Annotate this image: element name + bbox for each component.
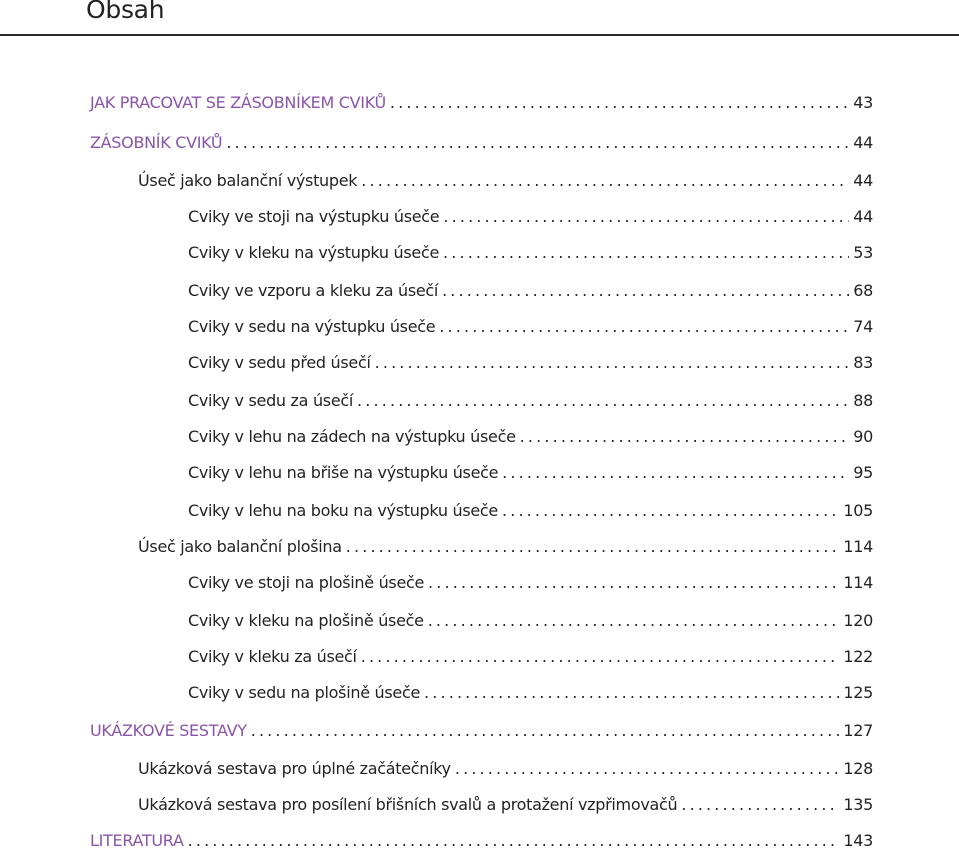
- page-header: [0, 0, 959, 36]
- toc-entry-title: ZÁSOBNÍK CVIKŮ: [90, 133, 223, 152]
- toc-dot-leader: [443, 243, 849, 262]
- toc-entry[interactable]: [188, 501, 873, 527]
- toc-entry[interactable]: [188, 207, 873, 233]
- toc-dot-leader: [226, 133, 849, 152]
- toc-page-number: 44: [853, 133, 873, 152]
- toc-entry-title: Cviky v kleku na výstupku úseče: [188, 243, 439, 262]
- toc-entry[interactable]: [188, 243, 873, 269]
- toc-entry[interactable]: [188, 463, 873, 489]
- toc-entry[interactable]: [138, 537, 873, 563]
- toc-dot-leader: [361, 647, 840, 666]
- toc-dot-leader: [361, 171, 849, 190]
- toc-entry[interactable]: [188, 611, 873, 637]
- toc-entry[interactable]: [188, 573, 873, 599]
- toc-page-number: 90: [853, 427, 873, 446]
- toc-dot-leader: [455, 759, 840, 778]
- toc-entry[interactable]: [138, 759, 873, 785]
- toc-entry[interactable]: [138, 795, 873, 821]
- toc-page-number: 43: [853, 93, 873, 112]
- toc-dot-leader: [443, 207, 849, 226]
- toc-dot-leader: [428, 573, 839, 592]
- toc-page-number: 125: [843, 683, 873, 702]
- toc-entry-title: Cviky v lehu na břiše na výstupku úseče: [188, 463, 499, 482]
- toc-dot-leader: [502, 463, 849, 482]
- toc-page-number: 135: [843, 795, 873, 814]
- toc-entry-title: Ukázková sestava pro úplné začátečníky: [138, 759, 451, 778]
- toc-dot-leader: [390, 93, 849, 112]
- toc-entry-title: Cviky ve stoji na plošině úseče: [188, 573, 425, 592]
- toc-page-number: 127: [843, 721, 873, 740]
- toc-page-number: 44: [853, 207, 873, 226]
- toc-entry-title: Cviky v sedu před úsečí: [188, 353, 371, 372]
- toc-entry-title: Cviky v sedu na plošině úseče: [188, 683, 420, 702]
- toc-entry-title: Cviky v sedu za úsečí: [188, 391, 354, 410]
- toc-entry[interactable]: [188, 391, 873, 417]
- toc-page-number: 83: [853, 353, 873, 372]
- toc-entry-title: Úseč jako balanční plošina: [138, 537, 342, 556]
- toc-dot-leader: [251, 721, 840, 740]
- toc-entry-title: Cviky v sedu na výstupku úseče: [188, 317, 436, 336]
- toc-entry[interactable]: [188, 647, 873, 673]
- toc-page-number: 44: [853, 171, 873, 190]
- toc-page-number: 143: [843, 831, 873, 850]
- toc-entry[interactable]: [138, 171, 873, 197]
- toc-page-number: 128: [843, 759, 873, 778]
- toc-page-number: 120: [843, 611, 873, 630]
- toc-dot-leader: [502, 501, 839, 520]
- toc-entry-title: UKÁZKOVÉ SESTAVY: [90, 721, 247, 740]
- toc-entry[interactable]: [90, 93, 873, 119]
- toc-page-number: 122: [843, 647, 873, 666]
- toc-page-number: 105: [843, 501, 873, 520]
- toc-dot-leader: [188, 831, 840, 850]
- toc-entry[interactable]: [188, 427, 873, 453]
- toc-entry-title: Cviky ve stoji na výstupku úseče: [188, 207, 440, 226]
- toc-entry[interactable]: [188, 317, 873, 343]
- toc-entry[interactable]: [188, 683, 873, 709]
- toc-page-number: 74: [853, 317, 873, 336]
- toc-dot-leader: [375, 353, 850, 372]
- toc-entry-title: JAK PRACOVAT SE ZÁSOBNÍKEM CVIKŮ: [90, 93, 386, 112]
- toc-dot-leader: [424, 683, 839, 702]
- toc-entry[interactable]: [90, 133, 873, 159]
- toc-entry-title: Cviky v lehu na boku na výstupku úseče: [188, 501, 498, 520]
- toc-entry-title: LITERATURA: [90, 831, 184, 850]
- toc-dot-leader: [520, 427, 850, 446]
- toc-page-number: 114: [843, 573, 873, 592]
- toc-dot-leader: [442, 281, 849, 300]
- toc-entry[interactable]: [188, 353, 873, 379]
- toc-dot-leader: [428, 611, 840, 630]
- toc-entry-title: Cviky ve vzporu a kleku za úsečí: [188, 281, 439, 300]
- toc-entry-title: Ukázková sestava pro posílení břišních svalů a protažení vzpřimovačů: [138, 795, 678, 814]
- toc-page-number: 68: [853, 281, 873, 300]
- toc-dot-leader: [346, 537, 840, 556]
- header-rule: [0, 34, 959, 36]
- toc-page-number: 114: [843, 537, 873, 556]
- toc-page-number: 88: [853, 391, 873, 410]
- page-title: Obsah: [86, 0, 165, 24]
- toc-entry[interactable]: [90, 831, 873, 857]
- toc-entry-title: Cviky v kleku za úsečí: [188, 647, 357, 666]
- toc-entry-title: Cviky v lehu na zádech na výstupku úseče: [188, 427, 516, 446]
- toc-entry[interactable]: [188, 281, 873, 307]
- toc-dot-leader: [357, 391, 849, 410]
- toc-entry-title: Úseč jako balanční výstupek: [138, 171, 358, 190]
- toc-dot-leader: [439, 317, 849, 336]
- toc-dot-leader: [681, 795, 839, 814]
- toc-page-number: 95: [853, 463, 873, 482]
- toc-page-number: 53: [853, 243, 873, 262]
- toc-entry-title: Cviky v kleku na plošině úseče: [188, 611, 424, 630]
- toc-entry[interactable]: [90, 721, 873, 747]
